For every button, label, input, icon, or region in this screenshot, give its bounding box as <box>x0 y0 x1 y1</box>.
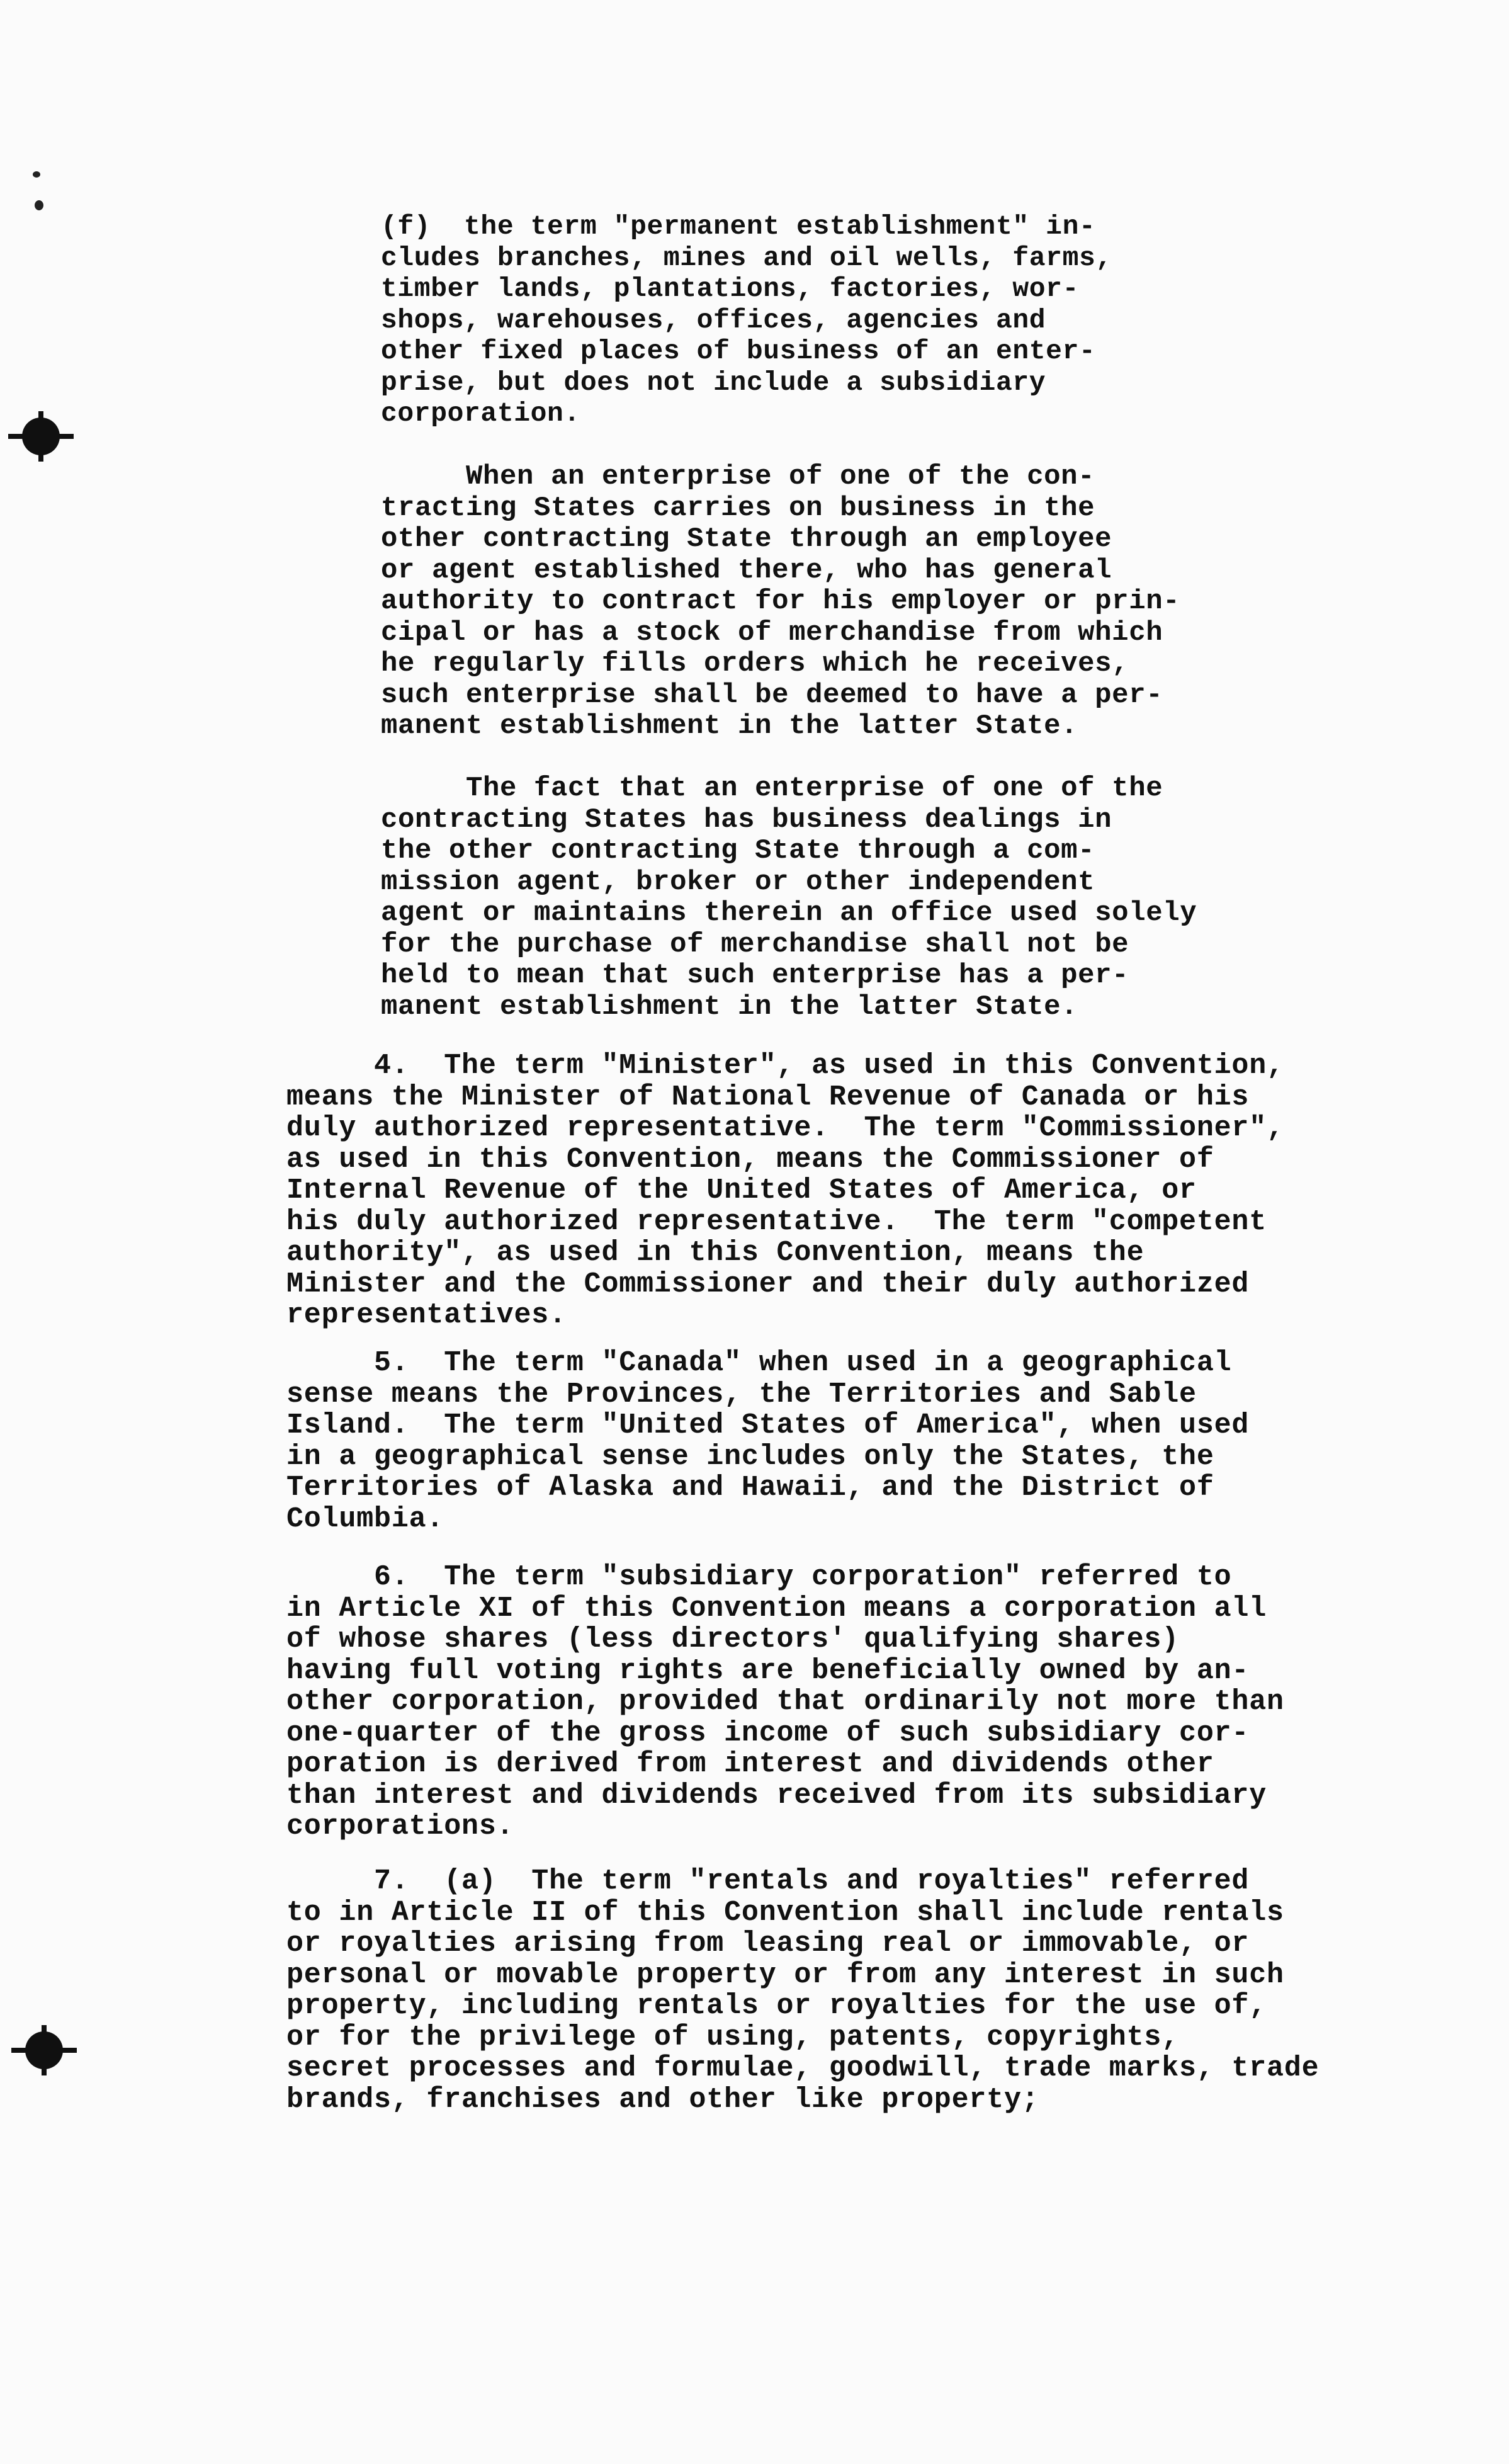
text-line: Territories of Alaska and Hawaii, and the District of <box>286 1472 1214 1504</box>
text-line: such enterprise shall be deemed to have a per- <box>381 679 1163 711</box>
text-line: 5. The term "Canada" when used in a geographical <box>286 1347 1232 1379</box>
clause-f-paragraph <box>381 211 1112 429</box>
section-6-paragraph <box>286 1562 1284 1842</box>
text-line: sense means the Provinces, the Territories and Sable <box>286 1378 1197 1411</box>
section-7a-paragraph <box>286 1866 1319 2115</box>
text-line: mission agent, broker or other independent <box>381 866 1095 898</box>
text-line: authority to contract for his employer or prin- <box>381 586 1180 617</box>
text-line: 7. (a) The term "rentals and royalties" referred <box>286 1865 1250 1897</box>
text-line: Minister and the Commissioner and their duly authorized <box>286 1268 1250 1300</box>
text-line: property, including rentals or royalties for the use of, <box>286 1990 1267 2022</box>
text-line: or for the privilege of using, patents, copyrights, <box>286 2021 1180 2053</box>
text-line: Island. The term "United States of America", when used <box>286 1409 1250 1441</box>
text-line: manent establishment in the latter State. <box>381 710 1078 742</box>
text-line: other contracting State through an employee <box>381 523 1112 555</box>
text-line: agent or maintains therein an office used solely <box>381 897 1197 929</box>
text-line: cludes branches, mines and oil wells, farms, <box>381 242 1112 273</box>
text-line: in Article XI of this Convention means a corporation all <box>286 1592 1267 1625</box>
text-line: other corporation, provided that ordinarily not more than <box>286 1686 1284 1718</box>
section-4-paragraph <box>286 1050 1284 1331</box>
text-line: Internal Revenue of the United States of America, or <box>286 1174 1197 1206</box>
text-line: of whose shares (less directors' qualifying shares) <box>286 1623 1180 1655</box>
text-line: personal or movable property or from any interest in such <box>286 1958 1284 1991</box>
text-line: Columbia. <box>286 1502 444 1535</box>
text-line: prise, but does not include a subsidiary <box>381 366 1046 398</box>
text-line: shops, warehouses, offices, agencies and <box>381 304 1046 336</box>
text-line: timber lands, plantations, factories, wor- <box>381 273 1079 304</box>
text-line: for the purchase of merchandise shall not be <box>381 928 1129 960</box>
text-line: or royalties arising from leasing real or immovable, or <box>286 1927 1250 1960</box>
text-line: held to mean that such enterprise has a per- <box>381 960 1129 991</box>
text-line: means the Minister of National Revenue of Canada or his <box>286 1081 1250 1113</box>
employee-agent-paragraph <box>381 462 1180 742</box>
text-line: he regularly fills orders which he receives, <box>381 648 1129 679</box>
text-line: authority", as used in this Convention, means the <box>286 1237 1144 1269</box>
independent-agent-paragraph <box>381 773 1197 1023</box>
text-line: duly authorized representative. The term "Commissioner", <box>286 1112 1284 1144</box>
text-line: cipal or has a stock of merchandise from which <box>381 616 1163 649</box>
text-line: corporations. <box>286 1810 514 1842</box>
text-line: or agent established there, who has general <box>381 554 1112 586</box>
text-line: his duly authorized representative. The term "competent <box>286 1205 1267 1238</box>
text-line: The fact that an enterprise of one of the <box>381 773 1163 804</box>
text-line: other fixed places of business of an enter- <box>381 336 1096 366</box>
text-line: When an enterprise of one of the con- <box>381 461 1095 492</box>
text-line: 4. The term "Minister", as used in this Convention, <box>286 1050 1284 1082</box>
text-line: representatives. <box>286 1299 567 1331</box>
text-line: secret processes and formulae, goodwill, trade marks, trade <box>286 2052 1320 2084</box>
text-line: 6. The term "subsidiary corporation" referred to <box>286 1561 1232 1593</box>
text-line: in a geographical sense includes only the States, the <box>286 1440 1214 1473</box>
text-line: tracting States carries on business in the <box>381 492 1095 524</box>
text-line: having full voting rights are beneficially owned by an- <box>286 1654 1250 1687</box>
text-line: to in Article II of this Convention shall include rentals <box>286 1896 1284 1929</box>
text-line: (f) the term "permanent establishment" in- <box>381 211 1096 242</box>
text-line: contracting States has business dealings in <box>381 803 1112 836</box>
text-line: as used in this Convention, means the Commissioner of <box>286 1143 1214 1176</box>
text-line: poration is derived from interest and dividends other <box>286 1748 1214 1780</box>
text-line: manent establishment in the latter State. <box>381 991 1078 1023</box>
text-line: brands, franchises and other like property; <box>286 2083 1039 2116</box>
text-line: the other contracting State through a com- <box>381 835 1095 866</box>
text-line: one-quarter of the gross income of such subsidiary cor- <box>286 1717 1250 1749</box>
text-line: corporation. <box>381 398 580 429</box>
section-5-paragraph <box>286 1348 1249 1535</box>
text-line: than interest and dividends received from its subsidiary <box>286 1779 1267 1812</box>
